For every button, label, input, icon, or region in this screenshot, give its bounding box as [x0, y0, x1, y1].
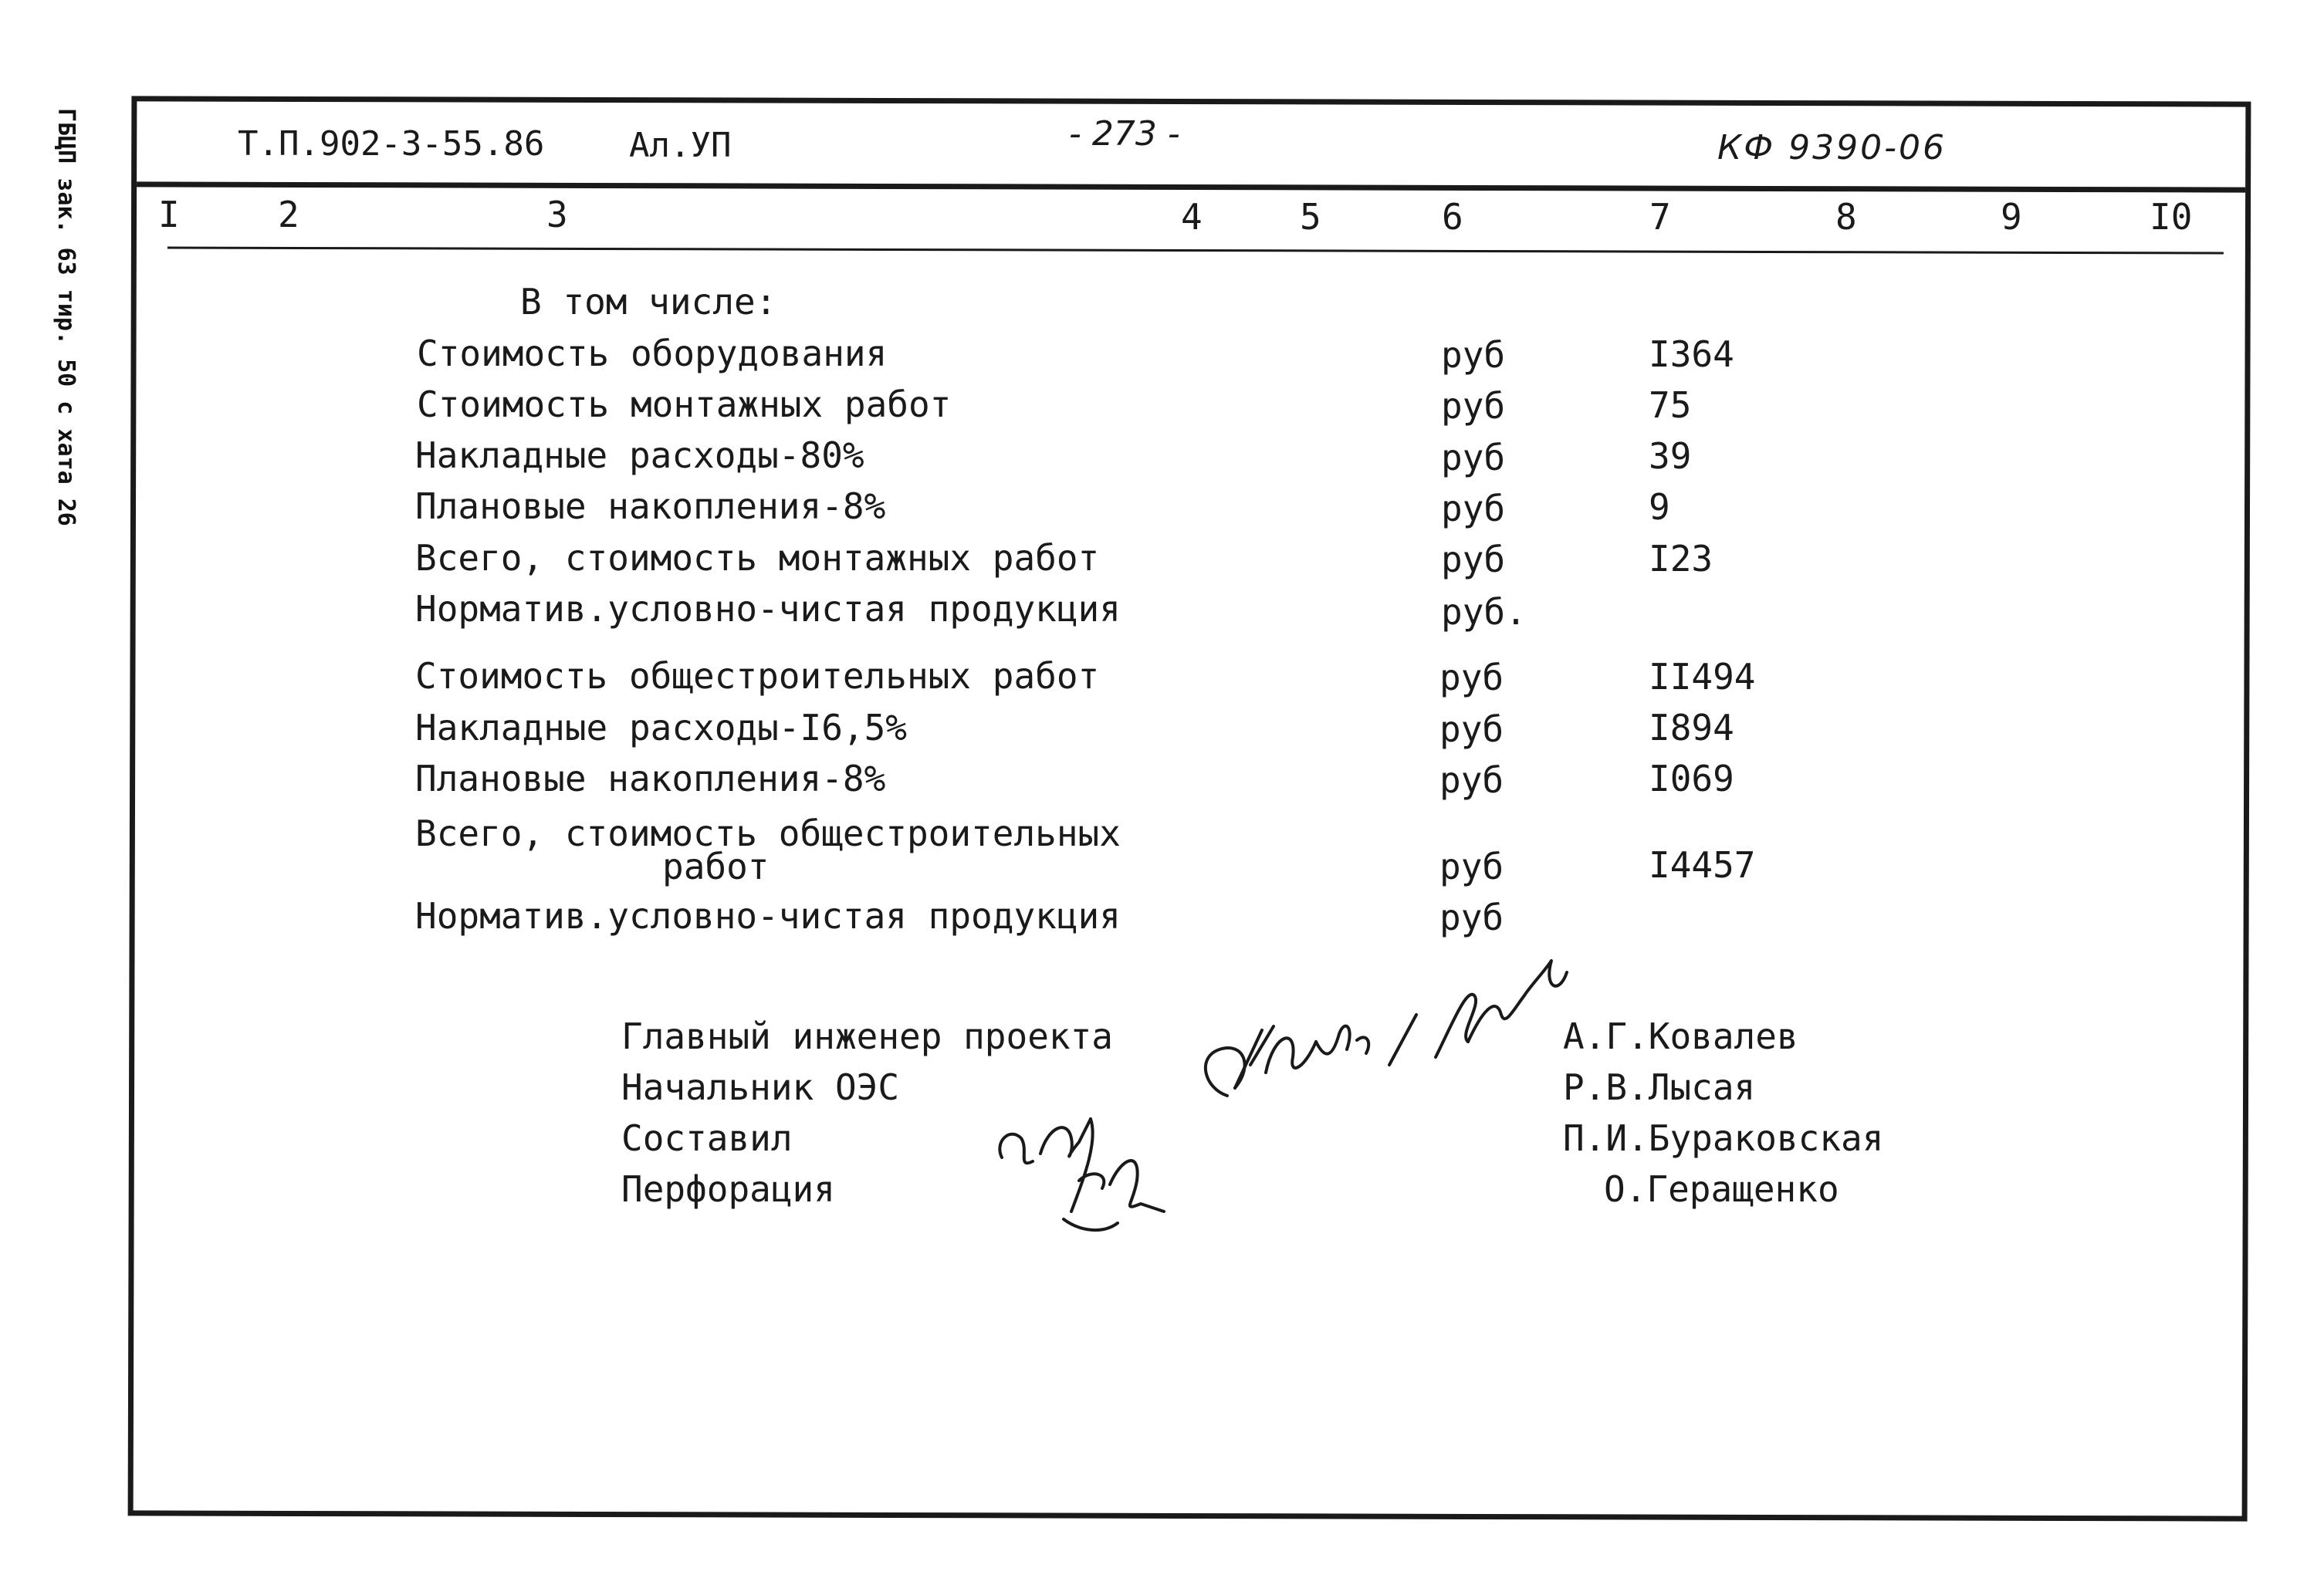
- signature-role: Начальник ОЭС: [621, 1066, 900, 1108]
- handwritten-signature-compiler: [986, 1096, 1187, 1242]
- row-value: I894: [1649, 707, 1734, 749]
- page-number: - 273 -: [1069, 114, 1180, 154]
- row-unit: руб: [1439, 897, 1504, 938]
- row-label: Накладные расходы-I6,5%: [415, 707, 907, 749]
- row-unit: руб: [1441, 488, 1506, 529]
- column-number-2: 2: [278, 194, 299, 235]
- header-rule: [137, 181, 2245, 192]
- handwritten-signature-chief-engineer: [1181, 941, 1598, 1127]
- row-value: 39: [1649, 435, 1692, 477]
- row-label: Стоимость общестроительных работ: [415, 655, 1100, 697]
- column-number-1: I: [158, 194, 180, 235]
- row-unit: руб: [1441, 539, 1506, 580]
- side-stamp: [52, 108, 93, 526]
- row-value: II494: [1649, 656, 1756, 698]
- project-code: Т.П.902-3-55.86: [238, 124, 545, 164]
- row-unit: руб: [1441, 437, 1506, 478]
- subheading: В том числе:: [520, 281, 777, 323]
- row-value: 75: [1649, 384, 1692, 426]
- signature-name: А.Г.Ковалев: [1563, 1015, 1798, 1057]
- row-value: 9: [1649, 486, 1670, 528]
- row-label: Норматив.условно-чистая продукция: [415, 895, 1121, 937]
- row-value: I364: [1649, 333, 1734, 375]
- row-unit: руб: [1441, 334, 1506, 376]
- row-unit: руб: [1439, 657, 1504, 698]
- row-unit: руб: [1439, 846, 1504, 887]
- row-label: Стоимость оборудования: [417, 333, 888, 374]
- row-label: Плановые накопления-8%: [415, 485, 886, 527]
- row-value: I23: [1649, 538, 1713, 580]
- column-number-5: 5: [1300, 196, 1321, 238]
- row-unit: руб: [1441, 385, 1506, 427]
- row-unit: руб: [1439, 759, 1504, 801]
- column-number-9: 9: [2001, 196, 2022, 238]
- document-code: КФ 9390-06: [1717, 128, 1947, 167]
- row-label: Накладные расходы-80%: [415, 434, 864, 476]
- signature-name: П.И.Бураковская: [1563, 1117, 1884, 1159]
- column-number-7: 7: [1649, 196, 1671, 238]
- row-label: Плановые накопления-8%: [415, 758, 886, 799]
- row-unit: руб: [1439, 708, 1504, 750]
- column-number-10: I0: [2150, 196, 2193, 238]
- row-label: Всего, стоимость монтажных работ: [415, 537, 1100, 579]
- document-frame: [128, 96, 2251, 1521]
- album-label: Ал.УП: [629, 126, 732, 165]
- row-label: Норматив.условно-чистая продукция: [415, 588, 1121, 630]
- column-number-3: 3: [546, 194, 568, 235]
- row-value: I069: [1649, 758, 1734, 799]
- row-label-continuation: работ: [662, 846, 770, 887]
- signature-role: Перфорация: [621, 1168, 835, 1210]
- signature-role: Составил: [621, 1117, 793, 1159]
- signature-role: Главный инженер проекта: [621, 1015, 1113, 1057]
- signature-name: О.Геращенко: [1604, 1168, 1839, 1210]
- row-value: I4457: [1649, 844, 1756, 886]
- column-header-rule: [167, 247, 2224, 255]
- row-unit: руб.: [1441, 591, 1527, 633]
- signature-name: Р.В.Лысая: [1563, 1066, 1756, 1108]
- column-number-6: 6: [1442, 196, 1463, 238]
- column-number-8: 8: [1835, 196, 1857, 238]
- row-label: Стоимость монтажных работ: [417, 384, 952, 425]
- side-stamp-text: ГБЦП зак. 63 тир. 50 с хата 26: [52, 108, 79, 526]
- column-number-4: 4: [1181, 196, 1203, 238]
- row-label: Всего, стоимость общестроительных: [415, 813, 1121, 854]
